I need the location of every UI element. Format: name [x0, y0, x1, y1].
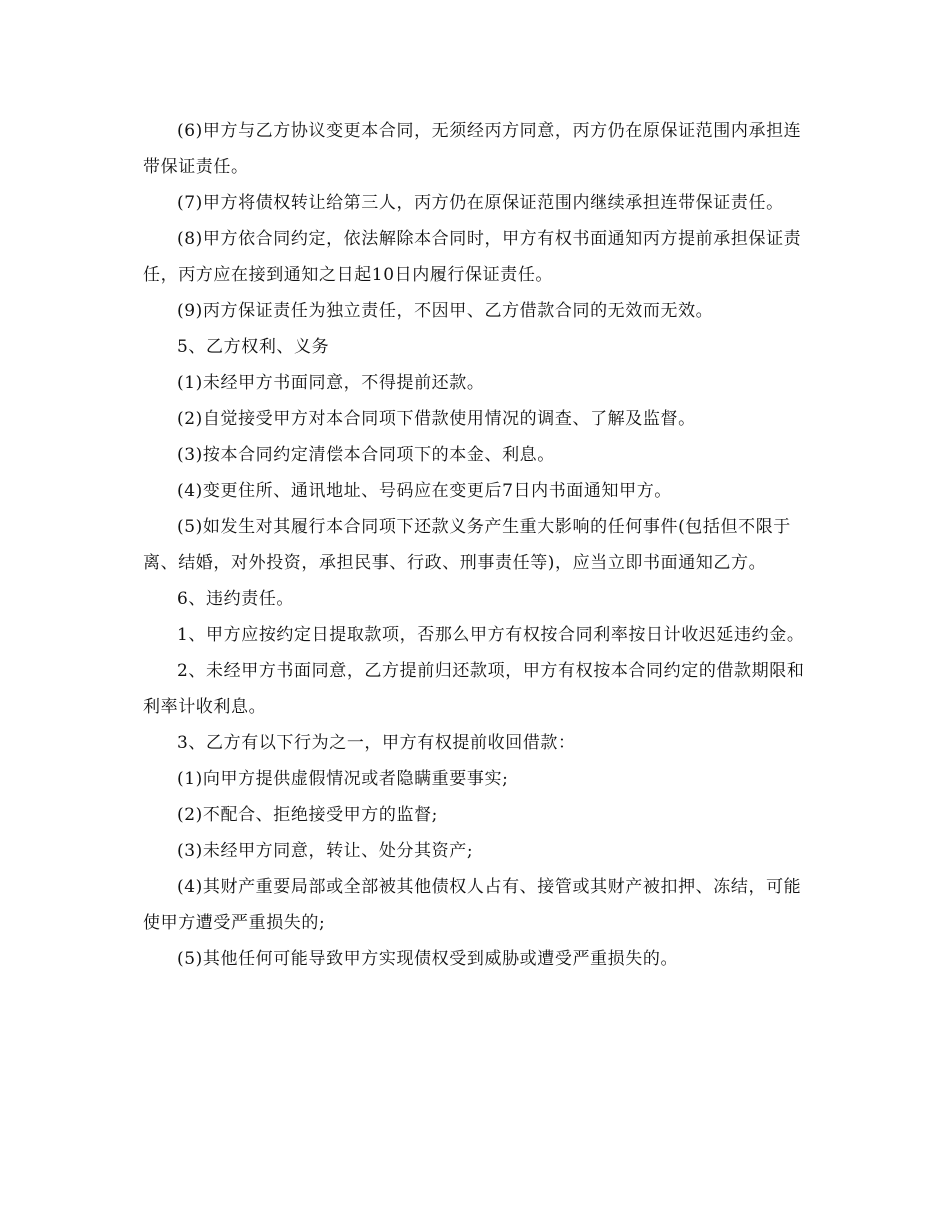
section-6-item-3: 3、乙方有以下行为之一，甲方有权提前收回借款：	[177, 733, 576, 753]
clause-9-independent-liability: (9)丙方保证责任为独立责任，不因甲、乙方借款合同的无效而无效。	[177, 301, 714, 321]
clause-7-debt-transfer: (7)甲方将债权转让给第三人，丙方仍在原保证范围内继续承担连带保证责任。	[177, 193, 784, 213]
recall-condition-4: (4)其财产重要局部或全部被其他债权人占有、接管或其财产被扣押、冻结，可能使甲方遭受严重损失的;	[143, 877, 802, 933]
section-5-item-2: (2)自觉接受甲方对本合同项下借款使用情况的调查、了解及监督。	[177, 409, 696, 429]
section-5-item-1: (1)未经甲方书面同意，不得提前还款。	[177, 373, 485, 393]
recall-condition-3: (3)未经甲方同意，转让、处分其资产;	[177, 841, 474, 861]
document-body	[143, 113, 811, 977]
clause-6-guarantee-change: (6)甲方与乙方协议变更本合同，无须经丙方同意，丙方仍在原保证范围内承担连带保证责任。	[143, 121, 802, 177]
section-6-heading: 6、违约责任。	[177, 589, 295, 609]
section-5-heading: 5、乙方权利、义务	[177, 337, 330, 357]
clause-8-contract-termination: (8)甲方依合同约定，依法解除本合同时，甲方有权书面通知丙方提前承担保证责任，丙方应在接到通知之日起10日内履行保证责任。	[143, 229, 802, 285]
recall-condition-2: (2)不配合、拒绝接受甲方的监督;	[177, 805, 439, 825]
section-6-item-1: 1、甲方应按约定日提取款项，否那么甲方有权按合同利率按日计收迟延违约金。	[177, 625, 805, 645]
recall-condition-5: (5)其他任何可能导致甲方实现债权受到威胁或遭受严重损失的。	[177, 949, 679, 969]
section-6-item-2: 2、未经甲方书面同意，乙方提前归还款项，甲方有权按本合同约定的借款期限和利率计收利息。	[143, 661, 805, 717]
section-5-item-3: (3)按本合同约定清偿本合同项下的本金、利息。	[177, 445, 555, 465]
section-5-item-5: (5)如发生对其履行本合同项下还款义务产生重大影响的任何事件(包括但不限于离、结婚，对外投资，承担民事、行政、刑事责任等)，应当立即书面通知乙方。	[143, 517, 791, 573]
recall-condition-1: (1)向甲方提供虚假情况或者隐瞒重要事实;	[177, 769, 509, 789]
section-5-item-4: (4)变更住所、通讯地址、号码应在变更后7日内书面通知甲方。	[177, 481, 672, 501]
